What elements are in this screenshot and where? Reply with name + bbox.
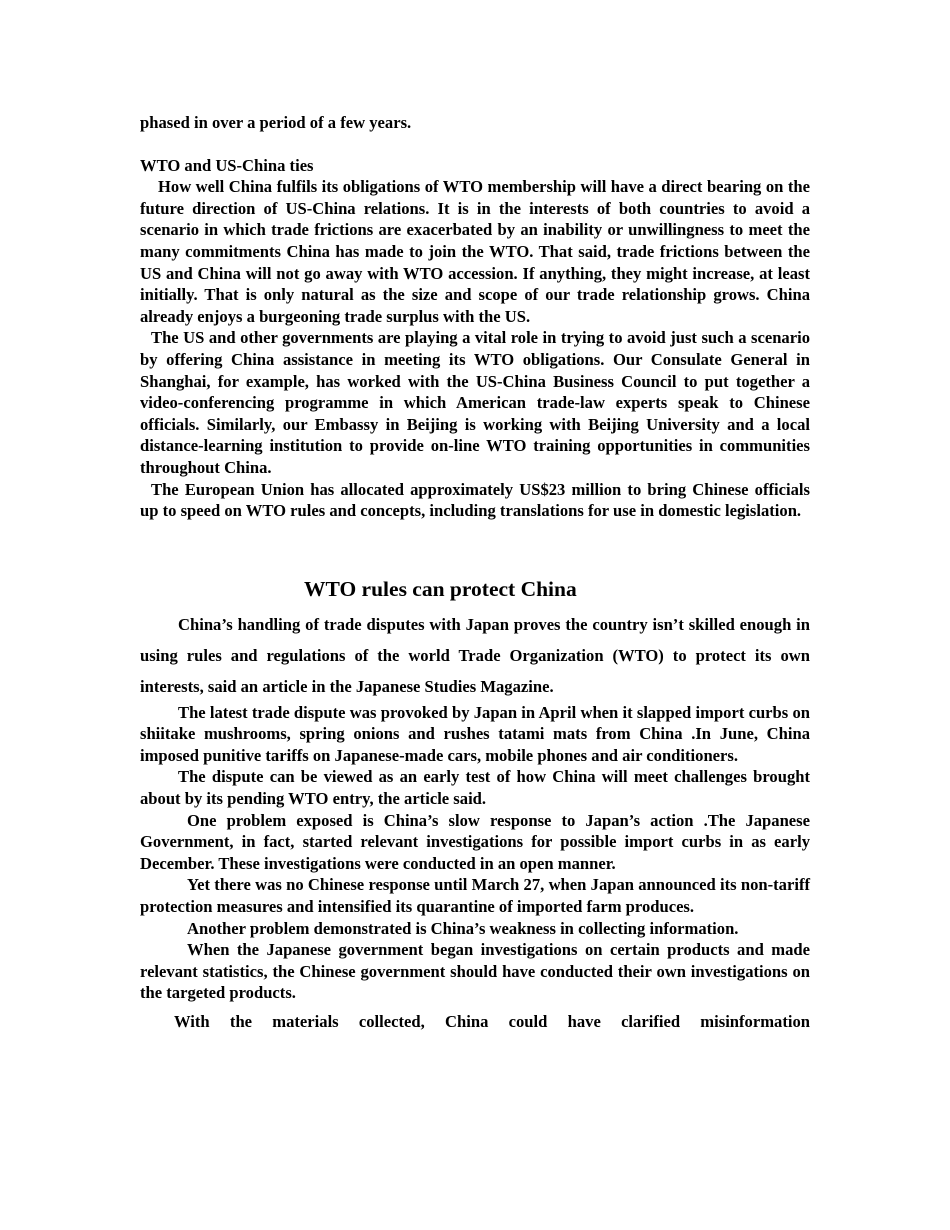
article-paragraph-4: Yet there was no Chinese response until March 27, when Japan announced its non-tariff protection measures and intensified its quarantine of imported farm produces. (140, 875, 810, 917)
section-paragraph-2: The US and other governments are playing a vital role in trying to avoid just such a scenario by offering China assistance in meeting its WTO obligations. Our Consulate General in Shanghai, for example, has worked with the US-China Business Council to put together a video-conferencing programme in which American trade-law experts speak to Chinese officials. Similarly, our Embassy in Beijing is working with Beijing University and a local distance-learning institution to provide on-line WTO training opportunities in communities throughout China. (140, 328, 810, 477)
article-title: WTO rules can protect China (304, 576, 577, 601)
article-paragraph-5: Another problem demonstrated is China’s weakness in collecting information. (187, 918, 739, 938)
section-heading: WTO and US-China ties (140, 155, 314, 175)
section-spacer (140, 522, 810, 574)
intro-line: phased in over a period of a few years. (140, 113, 412, 132)
article-paragraph-1: The latest trade dispute was provoked by Japan in April when it slapped import curbs on shiitake mushrooms, spring onions and rushes tatami mats from China .In June, China imposed punitive tariffs on Japanese-made cars, mobile phones and air conditioners. (140, 702, 810, 765)
document-page (140, 112, 810, 1033)
article-paragraph-6: When the Japanese government began investigations on certain products and made relevant statistics, the Chinese government should have conducted their own investigations on the targeted products. (140, 940, 810, 1003)
article-paragraph-3: One problem exposed is China’s slow response to Japan’s action .The Japanese Government, in fact, started relevant investigations for possible import curbs in as early December. These investigations were conducted in an open manner. (140, 810, 810, 873)
section-paragraph-1: How well China fulfils its obligations of WTO membership will have a direct bearing on the future direction of US-China relations. It is in the interests of both countries to avoid a scenario in which trade frictions are exacerbated by an inability or unwillingness to meet the many commitments China has made to join the WTO. That said, trade frictions between the US and China will not go away with WTO accession. If anything, they might increase, at least initially. That is only natural as the size and scope of our trade relationship grows. China already enjoys a burgeoning trade surplus with the US. (140, 177, 810, 326)
article-lead: China’s handling of trade disputes with Japan proves the country isn’t skilled enough in using rules and regulations of the world Trade Organization (WTO) to protect its own interests, said an article in the Japanese Studies Magazine. (140, 614, 810, 696)
article-paragraph-2: The dispute can be viewed as an early test of how China will meet challenges brought about by its pending WTO entry, the article said. (140, 767, 810, 809)
section-paragraph-3: The European Union has allocated approximately US$23 million to bring Chinese officials up to speed on WTO rules and concepts, including translations for use in domestic legislation. (140, 479, 810, 521)
article-final-line: With the materials collected, China could have clarified misinformation (174, 1012, 810, 1031)
